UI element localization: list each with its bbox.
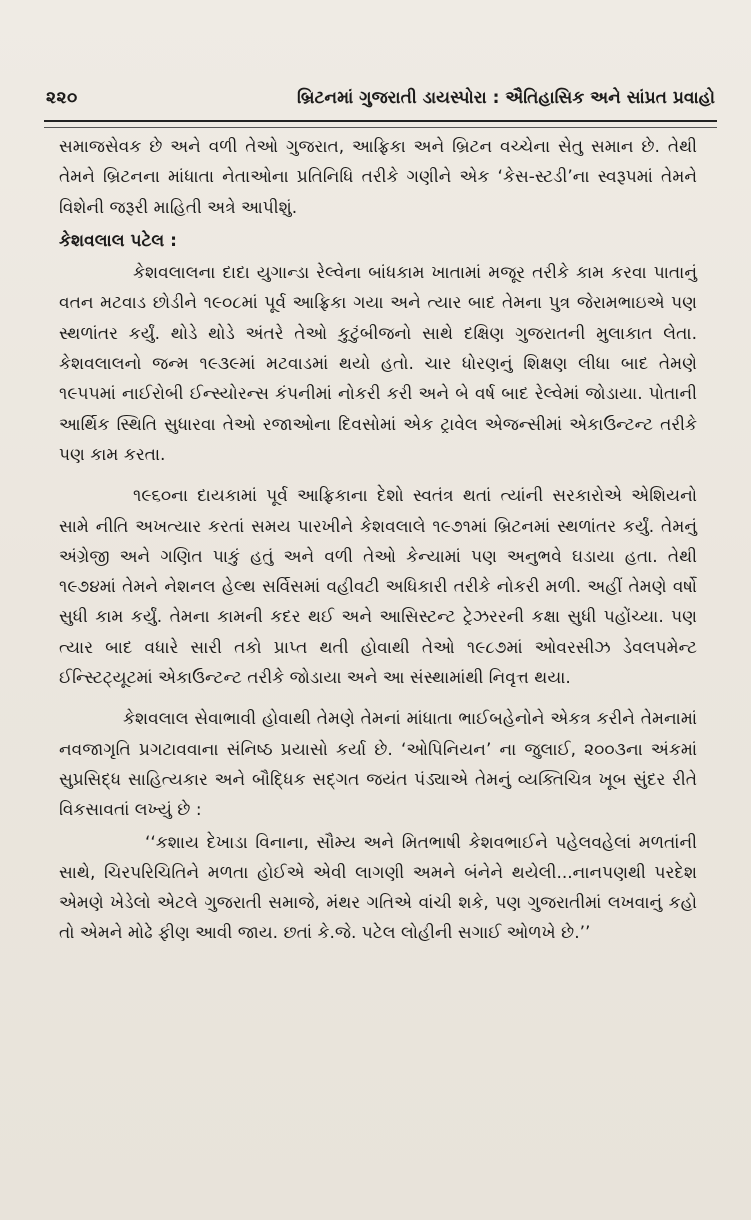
running-title: બ્રિટનમાં ગુજરાતી ડાયસ્પોરા : ઐતિહાસિક અને સાંપ્રત પ્રવાહો: [297, 88, 715, 108]
header-rule: [44, 120, 717, 128]
paragraph-3: કેશવલાલ સેવાભાવી હોવાથી તેમણે તેમનાં માંધાતા ભાઈબહેનોને એકત્ર કરીને તેમનામાં નવજાગૃતિ પ્રગટાવવાના સંનિષ્ઠ પ્રયાસો કર્યા છે. ‘ઓપિનિયન’ ના જુલાઈ, ૨૦૦૩ના અંકમાં સુપ્રસિદ્ધ સાહિત્યકાર અને બૌદ્ધિક સદ્‌ગત જયંત પંડ્યાએ તેમનું વ્યક્તિચિત્ર ખૂબ સુંદર રીતે વિકસાવતાં લખ્યું છે :: [59, 709, 697, 821]
page-number: ૨૨૦: [46, 88, 78, 108]
page-body: [59, 132, 697, 949]
block-quote: ‘‘કશાય દેખાડા વિનાના, સૌમ્ય અને મિતભાષી કેશવભાઈને પહેલવહેલાં મળતાંની સાથે, ચિરપરિચિતિને મળતા હોઈએ એવી લાગણી અમને બંનેને થયેલી...નાનપણથી પરદેશ એમણે ખેડેલો એટલે ગુજરાતી સમાજે, મંથર ગતિએ વાંચી શકે, પણ ગુજરાતીમાં લખવાનું કહો તો એમને મોઢે ફીણ આવી જાય. છતાં કે.જે. પટેલ લોહીની સગાઈ ઓળખે છે.’’: [59, 832, 697, 944]
section-heading: કેશવલાલ પટેલ :: [59, 230, 177, 251]
intro-paragraph: સમાજસેવક છે અને વળી તેઓ ગુજરાત, આફ્રિકા અને બ્રિટન વચ્ચેના સેતુ સમાન છે. તેથી તેમને બ્રિટનના માંધાતા નેતાઓના પ્રતિનિધિ તરીકે ગણીને એક ‘કેસ-સ્ટડી’ના સ્વરૂપમાં તેમને વિશેની જરૂરી માહિતી અત્રે આપીશું.: [59, 137, 697, 218]
paragraph-1: કેશવલાલના દાદા યુગાન્ડા રેલ્વેના બાંધકામ ખાતામાં મજૂર તરીકે કામ કરવા પાતાનું વતન મટવાડ છોડીને ૧૯૦૮માં પૂર્વ આફ્રિકા ગયા અને ત્યાર બાદ તેમના પુત્ર જેરામભાઇએ પણ સ્થળાંતર કર્યું. થોડે થોડે અંતરે તેઓ કુટુંબીજનો સાથે દક્ષિણ ગુજરાતની મુલાકાત લેતા. કેશવલાલનો જન્મ ૧૯૩૯માં મટવાડમાં થયો હતો. ચાર ધોરણનું શિક્ષણ લીધા બાદ તેમણે ૧૯૫૫માં નાઈરોબી ઈન્સ્યોરન્સ કંપનીમાં નોકરી કરી અને બે વર્ષ બાદ રેલ્વેમાં જોડાયા. પોતાની આર્થિક સ્થિતિ સુધારવા તેઓ રજાઓના દિવસોમાં એક ટ્રાવેલ એજન્સીમાં એકાઉન્ટન્ટ તરીકે પણ કામ કરતા.: [59, 263, 697, 465]
page-header: [46, 88, 715, 118]
paragraph-2: ૧૯૬૦ના દાયકામાં પૂર્વ આફ્રિકાના દેશો સ્વતંત્ર થતાં ત્યાંની સરકારોએ એશિયનો સામે નીતિ અખત્યાર કરતાં સમય પારખીને કેશવલાલે ૧૯૭૧માં બ્રિટનમાં સ્થળાંતર કર્યું. તેમનું અંગ્રેજી અને ગણિત પાકું હતું અને વળી તેઓ કેન્યામાં પણ અનુભવે ઘડાયા હતા. તેથી ૧૯૭૪માં તેમને નેશનલ હેલ્થ સર્વિસમાં વહીવટી અધિકારી તરીકે નોકરી મળી. અહીં તેમણે વર્ષો સુધી કામ કર્યું. તેમના કામની કદર થઈ અને આસિસ્ટન્ટ ટ્રેઝરરની કક્ષા સુધી પહોંચ્યા. પણ ત્યાર બાદ વધારે સારી તકો પ્રાપ્ત થતી હોવાથી તેઓ ૧૯૮૭માં ઓવરસીઝ ડેવલપમેન્ટ ઈન્સ્ટિટ્યૂટમાં એકાઉન્ટન્ટ તરીકે જોડાયા અને આ સંસ્થામાંથી નિવૃત્ત થયા.: [59, 486, 697, 689]
